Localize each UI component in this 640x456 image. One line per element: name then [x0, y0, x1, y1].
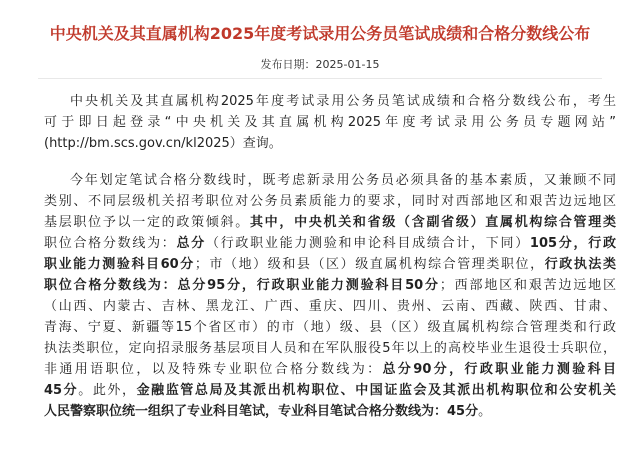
p2-l11-bold: 金融监管总局及其派出机构职位、中国证监会及其派出机构职位和公安机关: [136, 383, 616, 398]
p2-l4-total: 总分: [176, 236, 206, 251]
p2-line-5: [44, 254, 616, 275]
p2-l5-tail: 行政执法类: [544, 257, 616, 272]
p2-line-8: 青海、宁夏、新疆等15个省区市）的市（地）级、县（区）级直属机构综合管理类和行政: [44, 320, 616, 335]
p2-l3-text: 基层职位予以一定的政策倾斜。: [44, 215, 250, 230]
article-title: 中央机关及其直属机构2025年度考试录用公务员笔试成绩和合格分数线公布: [49, 24, 591, 43]
p2-line-6: [44, 275, 616, 296]
p2-line-9: 执法类职位，定向招录服务基层项目人员和在军队服役5年以上的高校毕业生退役士兵职位，: [44, 341, 616, 356]
paragraph-1: [44, 91, 616, 154]
publish-date: 发布日期：2025-01-15: [260, 58, 380, 71]
p2-l12-end: 。: [478, 404, 492, 419]
title-divider: [38, 78, 602, 79]
p2-l10-text: 非通用语职位，以及特殊专业职位合格分数线为：: [44, 362, 383, 377]
p1-line-2: 可于即日起登录“中央机关及其直属机构2025年度考试录用公务员专题网站”: [44, 115, 616, 130]
p2-l4-tail: 行政: [588, 236, 616, 251]
p2-line-1: 今年划定笔试合格分数线时，既考虑新录用公务员必须具备的基本素质，又兼顾不同: [70, 173, 616, 188]
p2-l5-text: ；市（地）级和县（区）级直属机构综合管理类职位，: [194, 257, 545, 272]
p2-l11-score: 45分: [44, 383, 79, 398]
p2-l6-bold: 职位合格分数线为：总分95分，行政职业能力测验科目50分: [44, 278, 440, 293]
p2-l12-bold: 人民警察职位统一组织了专业科目笔试，专业科目笔试合格分数线为：: [44, 404, 448, 419]
p2-l4-note: （行政职业能力测验和申论科目成绩合计，下同）: [205, 236, 530, 251]
p1-line-3: (http://bm.scs.gov.cn/kl2025）查询。: [44, 136, 282, 151]
p2-l6-text: ；西部地区和艰苦边远地区: [439, 278, 616, 293]
p2-l12-score: 45分: [447, 404, 479, 419]
p2-l4-score: 105分，: [529, 236, 589, 251]
p1-line-1: 中央机关及其直属机构2025年度考试录用公务员笔试成绩和合格分数线公布，考生: [70, 94, 616, 109]
article-body: [44, 91, 616, 422]
p2-line-10: [44, 359, 616, 380]
p2-l3-bold: 其中，中央机关和省级（含副省级）直属机构综合管理类: [249, 215, 616, 230]
paragraph-2: [44, 170, 616, 422]
p2-line-7: （山西、内蒙古、吉林、黑龙江、广西、重庆、四川、贵州、云南、西藏、陕西、甘肃、: [44, 299, 616, 314]
p2-line-2: 类别、不同层级机关招考职位对公务员素质能力的要求，同时对西部地区和艰苦边远地区: [44, 194, 616, 209]
p2-l10-bold: 总分90分，行政职业能力测验科目: [382, 362, 616, 377]
p2-l4-text: 职位合格分数线为：: [44, 236, 177, 251]
p2-line-11: [44, 380, 616, 401]
p2-line-3: [44, 212, 616, 233]
p2-l5-bold: 职业能力测验科目60分: [44, 257, 195, 272]
p2-l11-text: 。此外，: [78, 383, 137, 398]
p2-line-12: [44, 401, 616, 422]
p2-line-4: [44, 233, 616, 254]
